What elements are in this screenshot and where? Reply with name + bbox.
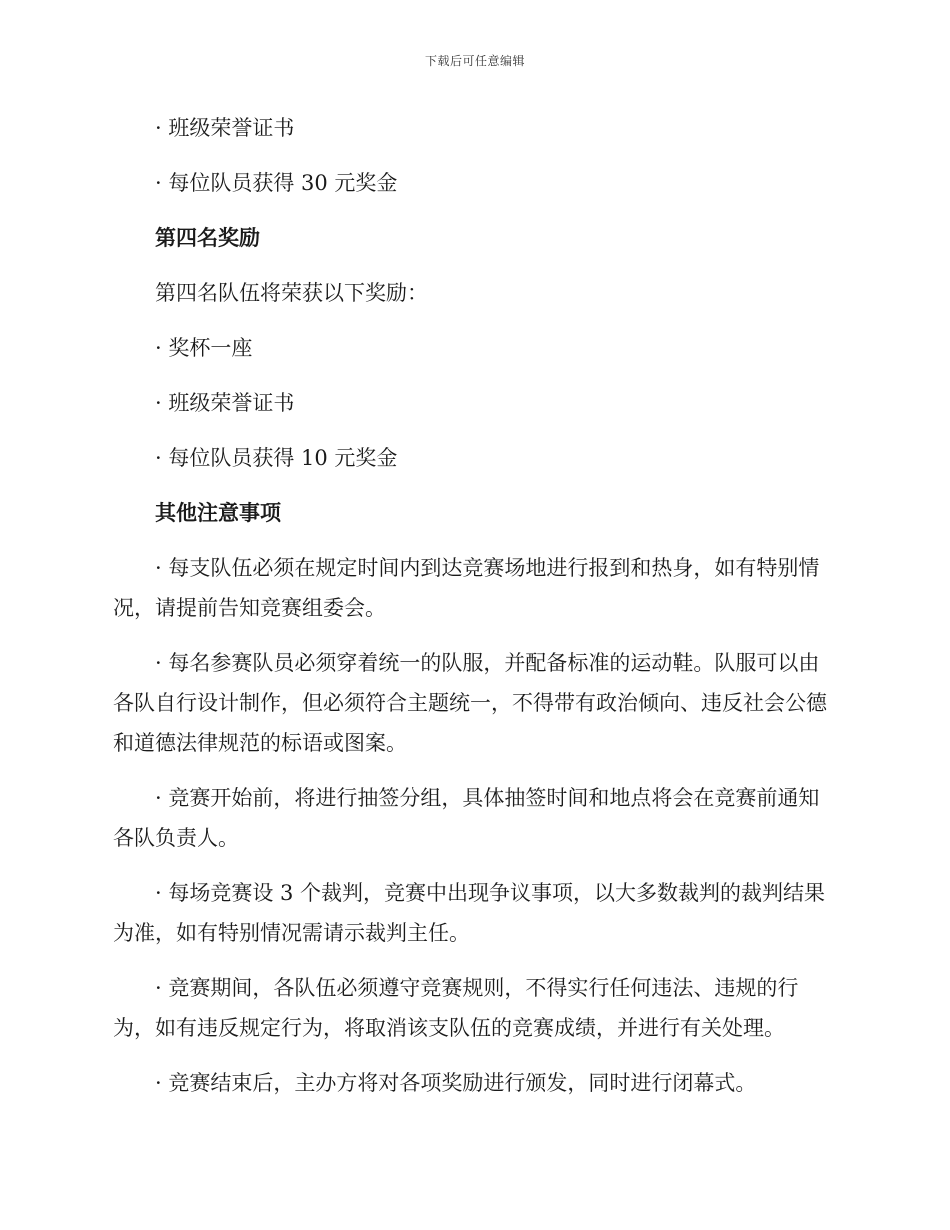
page-header: 下载后可任意编辑 (424, 54, 525, 68)
paragraph: · 竞赛结束后，主办方将对各项奖励进行颁发，同时进行闭幕式。 (155, 1071, 757, 1095)
document-body (113, 108, 835, 1103)
paragraph: · 每名参赛队员必须穿着统一的队服，并配备标准的运动鞋。队服可以由各队自行设计制作，但必须符合主题统一，不得带有政治倾向、违反社会公德和道德法律规范的标语或图案。 (113, 651, 827, 755)
paragraph: · 竞赛期间，各队伍必须遵守竞赛规则，不得实行任何违法、违规的行为，如有违反规定行为，将取消该支队伍的竞赛成绩，并进行有关处理。 (113, 976, 799, 1040)
paragraph: · 每支队伍必须在规定时间内到达竞赛场地进行报到和热身，如有特别情况，请提前告知竞赛组委会。 (113, 556, 820, 620)
paragraph: · 竞赛开始前，将进行抽签分组，具体抽签时间和地点将会在竞赛前通知各队负责人。 (113, 786, 820, 850)
paragraph: 第四名队伍将荣获以下奖励： (155, 281, 428, 305)
list-item: · 每位队员获得 30 元奖金 (155, 171, 398, 195)
list-item: · 奖杯一座 (155, 336, 253, 360)
paragraph: · 每场竞赛设 3 个裁判，竞赛中出现争议事项，以大多数裁判的裁判结果为准，如有特别情况需请示裁判主任。 (113, 881, 826, 945)
section-heading: 第四名奖励 (155, 225, 260, 250)
list-item: · 班级荣誉证书 (155, 391, 295, 415)
list-item: · 每位队员获得 10 元奖金 (155, 446, 398, 470)
list-item: · 班级荣誉证书 (155, 116, 295, 140)
section-heading: 其他注意事项 (155, 500, 281, 525)
